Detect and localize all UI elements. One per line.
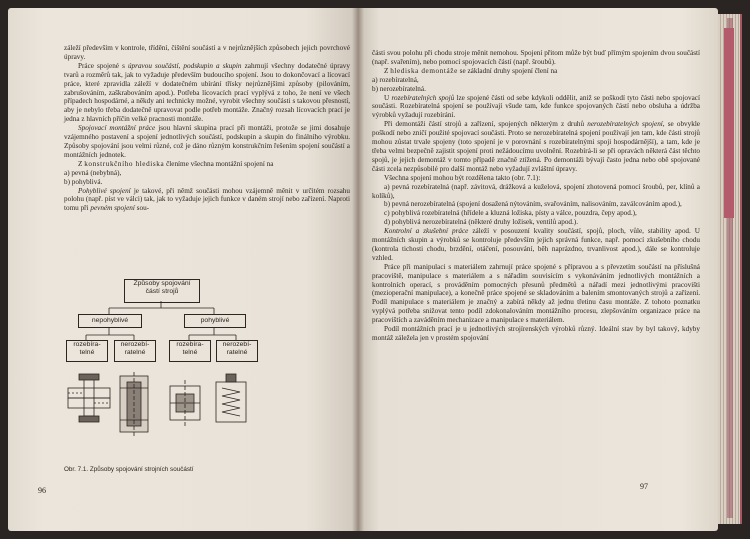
diagram-node-movable: pohyblivé (184, 314, 246, 328)
page-number: 96 (38, 486, 46, 495)
italic-term: Spojovací montážní práce (78, 124, 156, 133)
figure-caption: Obr. 7.1. Způsoby spojování strojních součástí (64, 466, 194, 473)
list-item: b) pevná nerozebíratelná (spojení dosažená nýtováním, svařováním, nalisováním, zaválcováním apod.), (384, 200, 682, 209)
paragraph (64, 187, 350, 214)
page-number: 97 (640, 482, 648, 491)
list-item: b) pohyblivá. (64, 177, 103, 186)
text-run: Při demontáži částí strojů a zařízení, spojených některým z druhů (384, 120, 588, 129)
bookmark-ribbon (724, 28, 734, 218)
diagram-node-immovable: nepohyblivé (78, 314, 142, 328)
spaced-term: hlediska demontáže (390, 66, 458, 75)
paragraph: Všechna spojení mohou být rozdělena takto (obr. 7.1): (384, 173, 541, 182)
italic-term: úpravou součástí, podskupin a skupin (127, 61, 242, 70)
text-run: se základní druhy spojení člení na (457, 66, 558, 75)
list-item: a) rozebíratelná, (372, 75, 419, 84)
text-run: sou- (134, 204, 150, 213)
paragraph: záleží především v kontrole, třídění, čištění součástí a v nejrůznějších způsobech jejich povrchové úpravy. (64, 44, 350, 61)
joint-types-diagram (64, 276, 264, 458)
right-page (358, 8, 718, 531)
paragraph (64, 62, 350, 124)
diagram-leaf-dismountable: rozebíra- telné (66, 340, 108, 362)
text-run: , se obvykle poškodí nebo zničí použité spojovací součásti. Proto se nerozebíratelná spojení používají jen tam, kde části strojů mohou zůstat trvale spojeny (toto spojení je v porovnání s rozebíratelnými spoji hospodárnější), a tam, kde je třeba velmi bezpečně zajistit spojení proti nežádoucímu uvolnění. Rozebírá-li se při opravách některá část těchto spojů, je jejich demontáž v tomto případě značně ztížená. Po demontáži bývají často jedna nebo obě spojované části zcela nezpůsobilé pro další montáž nebo vyžadují zvláštní úpravy. (372, 120, 701, 173)
text-run: je takové, při němž součásti mohou vzájemně měnit v určitém rozsahu polohu (např. píst ve válci) tak, jak to vyžaduje jejich funkce v daném strojí nebo zařízení. Naproti tomu při (64, 186, 350, 213)
italic-term: pevném spojení (90, 204, 135, 213)
diagram-root-node: Způsoby spojování částí strojů (124, 279, 200, 303)
hub-joint-drawing (120, 372, 148, 436)
text-run: Z (384, 66, 391, 75)
paragraph (372, 120, 700, 173)
paragraph (372, 67, 700, 76)
list-item: c) pohyblivá rozebíratelná (hřídele a kluzná ložiska, písty a válce, pouzdra, čepy apod.), (384, 209, 637, 218)
diagram-leaf-permanent: nerozebí- ratelné (114, 340, 156, 362)
spaced-term: konstrukčního hlediska (84, 159, 165, 168)
italic-term: nerozebíratelných spojení (587, 120, 663, 129)
text-run: Práce spojené s (78, 61, 128, 70)
diagram-leaf-dismountable: rozebíra- telné (169, 340, 211, 362)
bolt-joint-drawing (68, 374, 110, 422)
text-run: U (384, 93, 392, 102)
paragraph: Práce při manipulaci s materiálem zahrnují práce spojené s přípravou a s převzetím součástí na příslušná pracoviště, manipulace s materiálem a s nářadím souvisícím s vykonáváním jednotlivých montážních a kontrolních operací, s prováděním pomocných přesunů předmětů a nářadí mezi jednotlivými pracovišti (mezioperační manipulace), a konečně práce spojené se skladováním a balením smontovaných strojů a zařízení. Podíl manipulace s materiálem je značný a zabírá někdy až jednu třetinu času montáže. Z tohoto poznatku vyplývá potřeba snižovat tento podíl zdokonalováním montážního procesu, zlepšováním organizace práce na pracovištích a zaváděním mechanizace a manipulace s materiálem. (372, 262, 700, 325)
paragraph: Podíl montážních prací je u jednotlivých strojírenských výrobků různý. Ideální stav by byl takový, kdyby montáž záležela jen v prostém spojování (372, 325, 700, 342)
paragraph (64, 124, 350, 160)
spring-joint-drawing (216, 374, 246, 422)
italic-term: Pohyblivé spojení (78, 186, 131, 195)
text-run: členíme všechna montážní spojení na (164, 159, 274, 168)
text-run: záleží v posouzení kvality součástí, spojů, ploch, vůle, stability apod. U montážních skupin a výrobků se kontroluje především jejich správná funkce, např. pomocí zkušebního chodu (kontrola tichosti chodu, brzdění, otáčení, posouvání, běh naprázdno, trvanlivost apod.), dále se kontroluje vzhled. (372, 227, 700, 262)
paragraph (64, 160, 350, 169)
left-page (8, 8, 358, 531)
right-text-column (372, 49, 700, 343)
italic-term: Kontrolní a zkušební práce (384, 227, 469, 236)
italic-term: rozebíratelných spojů (391, 93, 455, 102)
book-gutter (352, 8, 364, 531)
list-item: b) nerozebíratelná. (372, 84, 426, 93)
list-item: d) pohyblivá nerozebíratelná (některé druhy ložisek, ventilů apod.). (384, 218, 578, 227)
paragraph: části svou polohu při chodu stroje měnit nemohou. Spojení přitom může být buď přímým spojením dvou součástí (např. svařením), nebo pomocí spojovacích částí (např. šroubů). (372, 49, 700, 66)
list-item: a) pevná (nebybná), (64, 168, 122, 177)
diagram-connectors (64, 276, 264, 458)
diagram-leaf-permanent: nerozebí- ratelné (216, 340, 258, 362)
paragraph (372, 227, 700, 263)
text-run: Z (78, 159, 85, 168)
text-run: jsou hlavní skupina prací při montáži, protože se jimi dosahuje vzájemného postavení a spojení jednotlivých součástí, podskupin a skupin do finálního výrobku. Způsoby spojování jsou velmi různé, což je dáno různým konstrukčním řešením spojení součástí a montážních jednotek. (64, 124, 350, 159)
text-run: zahrnují všechny dodatečné úpravy tvarů a rozměrů tak, jak to vyžaduje především budoucího spojení. Jsou to dokončovací a lícovací práce, které zpravidla záleží v dodatečném ubírání třísky nejrůznějšími způsoby (pilováním, zabrušováním, zaškrabováním apod.). Potřeba lícovacích prací vyplývá z toho, že není ve všech případech hospodárné, a někdy ani technicky možné, vyrobit všechny součásti s takovou přesností, aby je nebylo třeba dodatečně upravovat podle potřeb montáže. Značný rozsah lícovacích prací je jedna z hlavních příčin velké pracnosti montáže. (64, 61, 350, 124)
list-item: a) pevná rozebíratelná (např. závitová, drážková a kuželová, spojení zhotovená pomocí šroubů, per, klínů a kolíků), (372, 182, 700, 200)
text-run: lze spojené části od sebe kdykoli oddělit, aniž se poškodí tyto části nebo spojovací součásti. Rozebíratelná spojení se používají všude tam, kde funkce spojovaných částí nebo obsluha a údržba výrobků vyžadují rozebírání. (372, 93, 700, 120)
paragraph (372, 94, 700, 121)
shaft-bearing-drawing (170, 380, 200, 426)
left-text-column (64, 44, 350, 213)
